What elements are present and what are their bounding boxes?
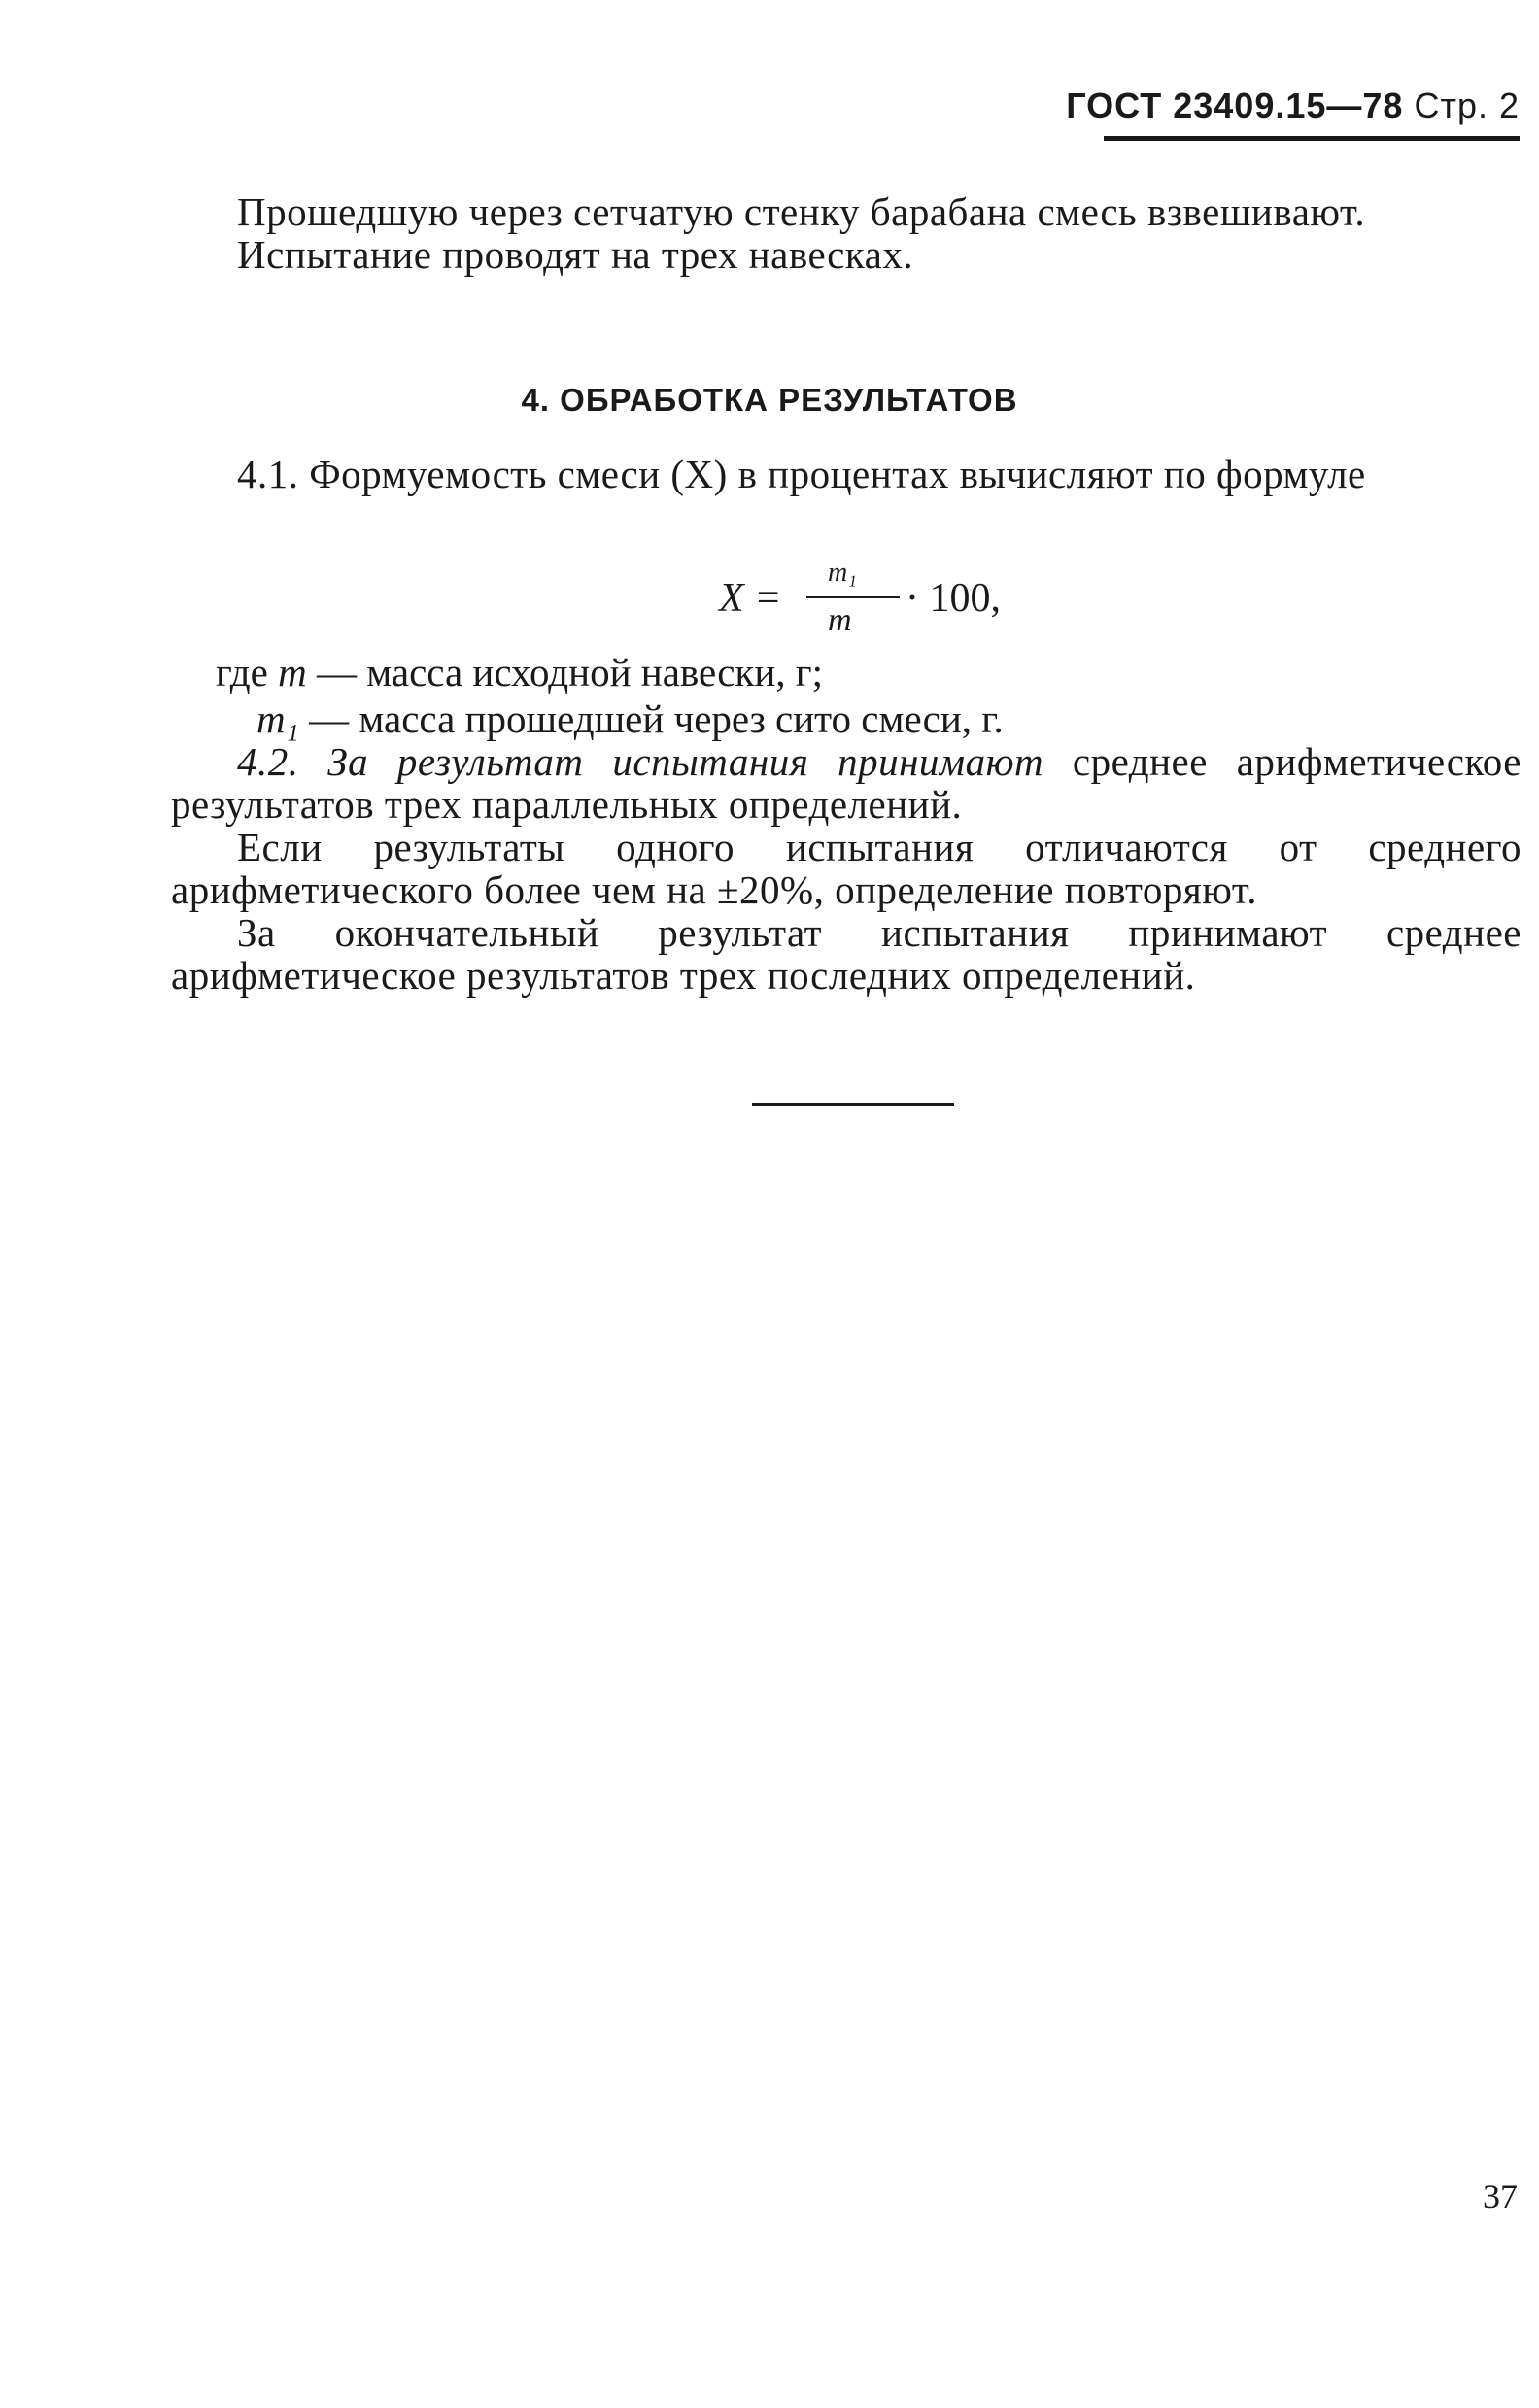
formula-rhs: · 100, <box>906 576 1001 621</box>
closing-rule <box>752 1103 954 1106</box>
page-number: 37 <box>1483 2177 1518 2216</box>
paragraph-4-1: 4.1. Формуемость смеси (X) в процентах вычисляют по формуле <box>237 452 1366 496</box>
definition-symbol: m₁ <box>256 696 299 741</box>
definition-m1 <box>216 695 1004 742</box>
results-block <box>171 740 1522 997</box>
header-rule <box>1104 136 1520 141</box>
intro-block <box>171 190 1522 276</box>
paragraph-weighing: Прошедшую через сетчатую стенку барабана смесь взвешивают. <box>237 189 1366 234</box>
fraction-bar <box>806 596 900 598</box>
paragraph-repeat-rule: Если результаты одного испытания отличаются от среднего арифметического более чем на ±20%, определение повторяют. <box>171 825 1522 912</box>
page-label: Стр. 2 <box>1414 85 1520 125</box>
formula-lhs: X = <box>719 576 782 621</box>
paragraph-4-1-block <box>171 453 1522 495</box>
paragraph-samples: Испытание проводят на трех навесках. <box>237 232 914 277</box>
paragraph-final-result: За окончательный результат испытания принимают среднее арифметическое результатов трех последних определений. <box>171 910 1522 998</box>
formula-numerator: m₁ <box>828 558 857 588</box>
formula-denominator: m <box>828 602 852 638</box>
paragraph-4-2-italic: 4.2. За результат испытания принимают <box>237 739 1044 784</box>
variable-definitions <box>216 649 1004 742</box>
definition-prefix: где <box>216 650 268 695</box>
running-header <box>1066 85 1520 126</box>
definition-symbol: m <box>278 650 307 695</box>
standard-number: ГОСТ 23409.15—78 <box>1066 85 1404 125</box>
section-heading: 4. ОБРАБОТКА РЕЗУЛЬТАТОВ <box>521 382 1018 418</box>
definition-text: — масса прошедшей через сито смеси, г. <box>309 696 1004 741</box>
paragraph-4-2-rest: среднее арифметическое результатов трех параллельных определений. <box>171 739 1522 827</box>
definition-m <box>216 649 1004 695</box>
paragraph-4-2 <box>171 740 1522 826</box>
definition-text: — масса исходной навески, г; <box>316 650 824 695</box>
